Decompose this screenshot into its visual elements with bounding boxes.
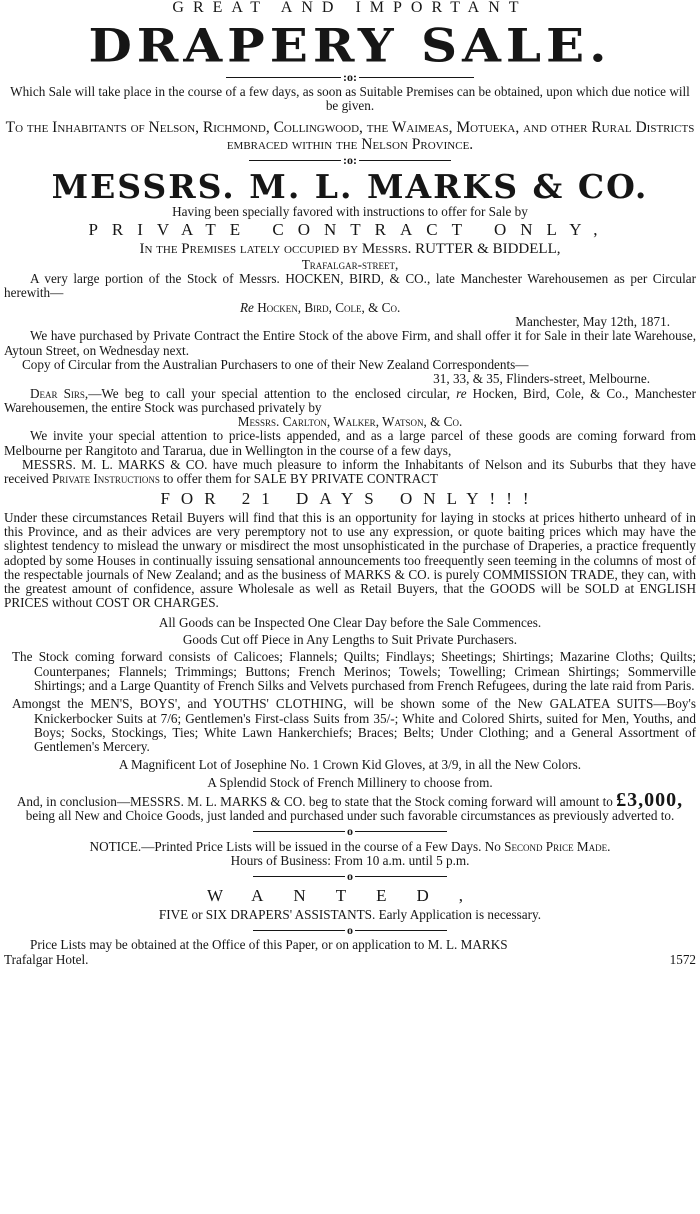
- ornament-rule: :o:: [4, 153, 696, 169]
- millinery-line: A Splendid Stock of French Millinery to choose from.: [207, 774, 493, 790]
- re-line: Re Hocken, Bird, Cole, & Co.: [240, 299, 401, 315]
- carlton-line: Messrs. Carlton, Walker, Watson, & Co.: [237, 414, 463, 430]
- stock-paragraph: A very large portion of the Stock of Messrs. HOCKEN, BIRD, & CO., late Manchester Warehousemen as per Circular herewith—: [4, 271, 696, 301]
- stock-amount: £3,000,: [616, 788, 684, 811]
- intro-text: Which Sale will take place in the course of a few days, as soon as Suitable Premises can be obtained, upon which due notice will be given.: [10, 84, 690, 114]
- inspected-line: All Goods can be Inspected One Clear Day before the Sale Commences.: [158, 614, 542, 630]
- ornament-rule: o: [4, 922, 696, 938]
- dear-sirs-paragraph: Dear Sirs,—We beg to call your special attention to the enclosed circular, re Hocken, Bird, Cole, & Co., Manchester Warehousemen, the entire Stock was purchased privately by: [4, 385, 696, 415]
- hours-line: Hours of Business: From 10 a.m. until 5 p.m.: [230, 852, 470, 868]
- purchased-paragraph: We have purchased by Private Contract the Entire Stock of the above Firm, and shall offer it for Sale in their late Warehouse, Aytoun Street, on Wednesday next.: [4, 328, 696, 358]
- gloves-line: A Magnificent Lot of Josephine No. 1 Crown Kid Gloves, at 3/9, in all the New Colors.: [118, 757, 582, 773]
- street-line: Trafalgar-street,: [301, 256, 399, 272]
- stock-list-paragraph: The Stock coming forward consists of Calicoes; Flannels; Quilts; Findlays; Sheetings; Shirtings; Mazarine Cloths; Quilts; Counterpanes; Flannels; Trimmings; Buttons; French Merinos; Towels; Towelling; Crimean Shirtings; Sommerville Shirtings; and a Large Quantity of French Silks and Velvets purchased from French Refugees, during the late raid from Paris.: [12, 649, 696, 693]
- inhabitants-heading: To the Inhabitants of Nelson, Richmond, Collingwood, the Waimeas, Motueka, and other Rural Districts embraced within the Nelson Province.: [5, 118, 695, 153]
- premises-line: In the Premises lately occupied by Messrs. RUTTER & BIDDELL,: [139, 240, 561, 257]
- headline: DRAPERY SALE.: [88, 18, 612, 73]
- assistants-line: FIVE or SIX DRAPERS' ASSISTANTS. Early Application is necessary.: [158, 907, 542, 923]
- footer-line: [4, 953, 696, 967]
- private-contract-heading: PRIVATE CONTRACT ONLY,: [88, 219, 612, 239]
- for-21-days-heading: FOR 21 DAYS ONLY!!!: [160, 488, 540, 508]
- kicker-heading: GREAT AND IMPORTANT: [172, 0, 528, 16]
- price-lists-line: Price Lists may be obtained at the Office of this Paper, or on application to M. L. MARKS: [30, 937, 508, 953]
- retail-paragraph: Under these circumstances Retail Buyers will find that this is an opportunity for laying in stocks at prices hitherto unheard of in this Province, and as their advices are very peremptory not to use any expression, or quote baiting prices which may have the slightest tendency to mislead the unwary or misdirect the most unsophisticated in the purchase of Draperies, a practice frequently adopted by some Houses in continually issuing sensational announcements too freequently seen teeming in the columns of most of the respectable journals of New Zealand; and as the business of MARKS & CO. is purely COMMISSION TRADE, they can, with the greatest amount of confidence, assure Wholesale as well as Retail Buyers, that the GOODS will be SOLD at ENGLISH PRICES without COST OR CHARGES.: [4, 509, 696, 611]
- marks-paragraph: MESSRS. M. L. MARKS & CO. have much pleasure to inform the Inhabitants of Nelson and its Suburbs that they have received Private Instructions to offer them for SALE BY PRIVATE CONTRACT: [4, 457, 696, 487]
- ornament-rule: :o:: [4, 69, 696, 85]
- invite-paragraph: We invite your special attention to price-lists appended, and as a large parcel of these goods are coming forward from Melbourne per Rangitoto and Tararua, due in Wellington in the course of a few days,: [4, 428, 696, 458]
- ornament-rule: o: [4, 868, 696, 884]
- favored-text: Having been specially favored with instructions to offer for Sale by: [172, 203, 528, 219]
- firm-name: MESSRS. M. L. MARKS & CO.: [51, 166, 649, 206]
- ornament-rule: o: [4, 824, 696, 840]
- manchester-date: Manchester, May 12th, 1871.: [515, 314, 670, 330]
- clothing-paragraph: Amongst the MEN'S, BOYS', and YOUTHS' CLOTHING, will be shown some of the New GALATEA SUITS—Boy's Knickerbocker Suits at 7/6; Gentlemen's First-class Suits from 35/-; White and Colored Shirts, suited for Men, Youths, and Boys; Socks, Stockings, Ties; White Lawn Hankerchiefs; Braces; Belts; Under Clothing; and a General Assortment of Gentlemen's Mercery.: [12, 696, 696, 755]
- advertisement-page: [0, 1, 700, 1214]
- wanted-heading: WANTED,: [206, 886, 493, 906]
- cut-off-line: Goods Cut off Piece in Any Lengths to Suit Private Purchasers.: [182, 632, 518, 648]
- notice-line: NOTICE.—Printed Price Lists will be issued in the course of a Few Days. No Second Price Made.: [89, 838, 611, 854]
- conclusion-paragraph: And, in conclusion—MESSRS. M. L. MARKS & CO. beg to state that the Stock coming forward will amount to £3,000, being all New and Choice Goods, just landed and purchased under such favorable circumstances as previously adverted to.: [16, 788, 684, 824]
- ad-number: 1572: [669, 951, 696, 967]
- copy-circular: Copy of Circular from the Australian Purchasers to one of their New Zealand Correspondents—: [22, 356, 529, 372]
- hotel-text: Trafalgar Hotel.: [4, 951, 89, 967]
- flinders-address: 31, 33, & 35, Flinders-street, Melbourne.: [433, 371, 650, 387]
